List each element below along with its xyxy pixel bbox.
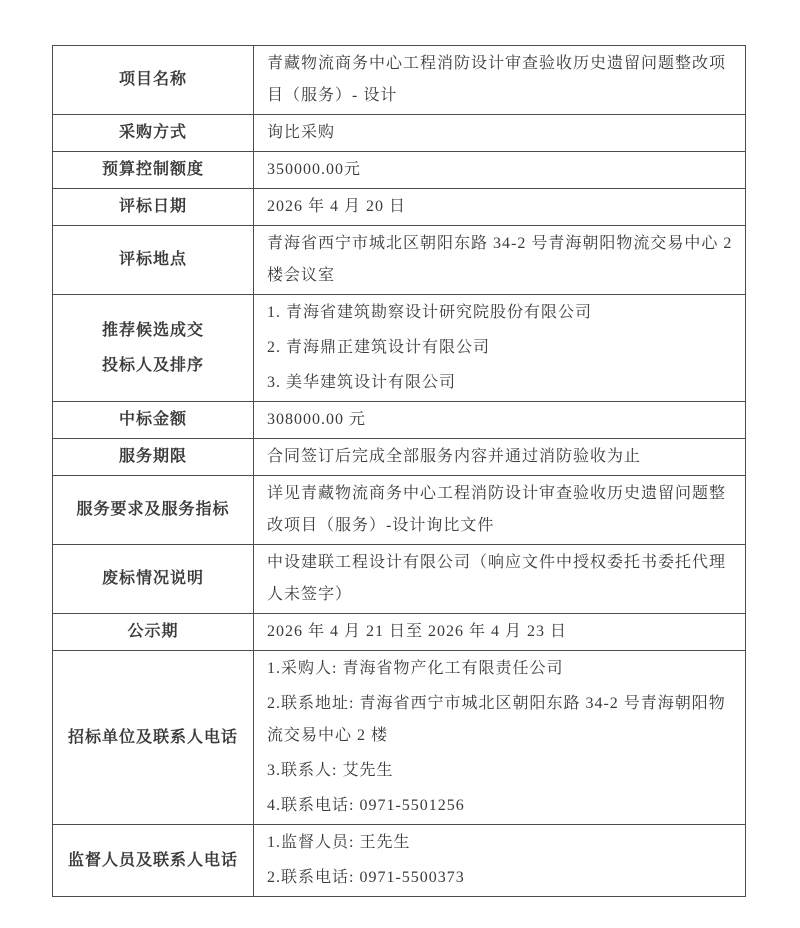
value-text: 2. 青海鼎正建筑设计有限公司: [267, 339, 491, 356]
label-text: 服务要求及服务指标: [76, 501, 230, 518]
row-value: [254, 545, 746, 614]
value-text: 1.监督人员: 王先生: [267, 834, 411, 851]
row-label: [53, 439, 254, 476]
row-value: [254, 614, 746, 651]
value-text: 308000.00 元: [267, 411, 367, 428]
value-text: 青藏物流商务中心工程消防设计审查验收历史遗留问题整改项目（服务）- 设计: [267, 55, 727, 104]
label-text: 招标单位及联系人电话: [67, 728, 238, 746]
table-row: [53, 545, 746, 614]
row-value: [254, 825, 746, 897]
table-row: [53, 295, 746, 402]
value-text: 合同签订后完成全部服务内容并通过消防验收为止: [267, 448, 642, 465]
table-row: [53, 226, 746, 295]
row-label: [53, 226, 254, 295]
label-text: 推荐候选成交: [101, 321, 204, 339]
row-label: [53, 46, 254, 115]
row-value: [254, 46, 746, 115]
label-text: 服务期限: [118, 448, 187, 465]
row-value: [254, 651, 746, 825]
row-label: [53, 545, 254, 614]
row-value: [254, 152, 746, 189]
value-text: 3. 美华建筑设计有限公司: [267, 374, 457, 391]
row-label: [53, 651, 254, 825]
table-row: [53, 825, 746, 897]
label-text: 评标日期: [118, 198, 187, 215]
label-text: 评标地点: [118, 251, 187, 268]
table-row: [53, 189, 746, 226]
label-text: 采购方式: [118, 124, 187, 141]
value-text: 1. 青海省建筑勘察设计研究院股份有限公司: [267, 304, 593, 321]
document-page: [52, 45, 746, 897]
value-text: 1.采购人: 青海省物产化工有限责任公司: [267, 660, 564, 677]
table-row: [53, 476, 746, 545]
value-text: 3.联系人: 艾先生: [267, 762, 394, 779]
table-row: [53, 115, 746, 152]
table-row: [53, 152, 746, 189]
label-text: 项目名称: [118, 71, 187, 88]
value-text: 详见青藏物流商务中心工程消防设计审查验收历史遗留问题整改项目（服务）-设计询比文件: [267, 485, 727, 534]
label-text: 预算控制额度: [101, 161, 204, 178]
row-value: [254, 226, 746, 295]
label-text: 投标人及排序: [101, 356, 204, 374]
row-label: [53, 115, 254, 152]
value-text: 350000.00元: [267, 161, 362, 178]
row-value: [254, 439, 746, 476]
table-row: [53, 402, 746, 439]
procurement-result-table: [52, 45, 746, 897]
label-text: 废标情况说明: [101, 570, 204, 587]
row-value: [254, 295, 746, 402]
table-row: [53, 614, 746, 651]
value-text: 询比采购: [267, 124, 336, 141]
row-value: [254, 115, 746, 152]
row-label: [53, 825, 254, 897]
row-value: [254, 189, 746, 226]
row-label: [53, 402, 254, 439]
value-text: 青海省西宁市城北区朝阳东路 34-2 号青海朝阳物流交易中心 2 楼会议室: [267, 235, 733, 284]
label-text: 监督人员及联系人电话: [67, 851, 238, 869]
value-text: 2.联系电话: 0971-5500373: [267, 869, 465, 886]
table-row: [53, 46, 746, 115]
table-row: [53, 651, 746, 825]
value-text: 4.联系电话: 0971-5501256: [267, 797, 465, 814]
table-row: [53, 439, 746, 476]
row-label: [53, 295, 254, 402]
row-label: [53, 614, 254, 651]
row-value: [254, 476, 746, 545]
row-value: [254, 402, 746, 439]
value-text: 2026 年 4 月 21 日至 2026 年 4 月 23 日: [267, 623, 568, 640]
label-text: 公示期: [127, 623, 179, 640]
value-text: 2.联系地址: 青海省西宁市城北区朝阳东路 34-2 号青海朝阳物流交易中心 2 楼: [267, 695, 726, 744]
row-label: [53, 189, 254, 226]
row-label: [53, 152, 254, 189]
value-text: 2026 年 4 月 20 日: [267, 198, 407, 215]
table-body: [53, 46, 746, 897]
label-text: 中标金额: [118, 411, 187, 428]
value-text: 中设建联工程设计有限公司（响应文件中授权委托书委托代理人未签字）: [267, 554, 727, 603]
row-label: [53, 476, 254, 545]
